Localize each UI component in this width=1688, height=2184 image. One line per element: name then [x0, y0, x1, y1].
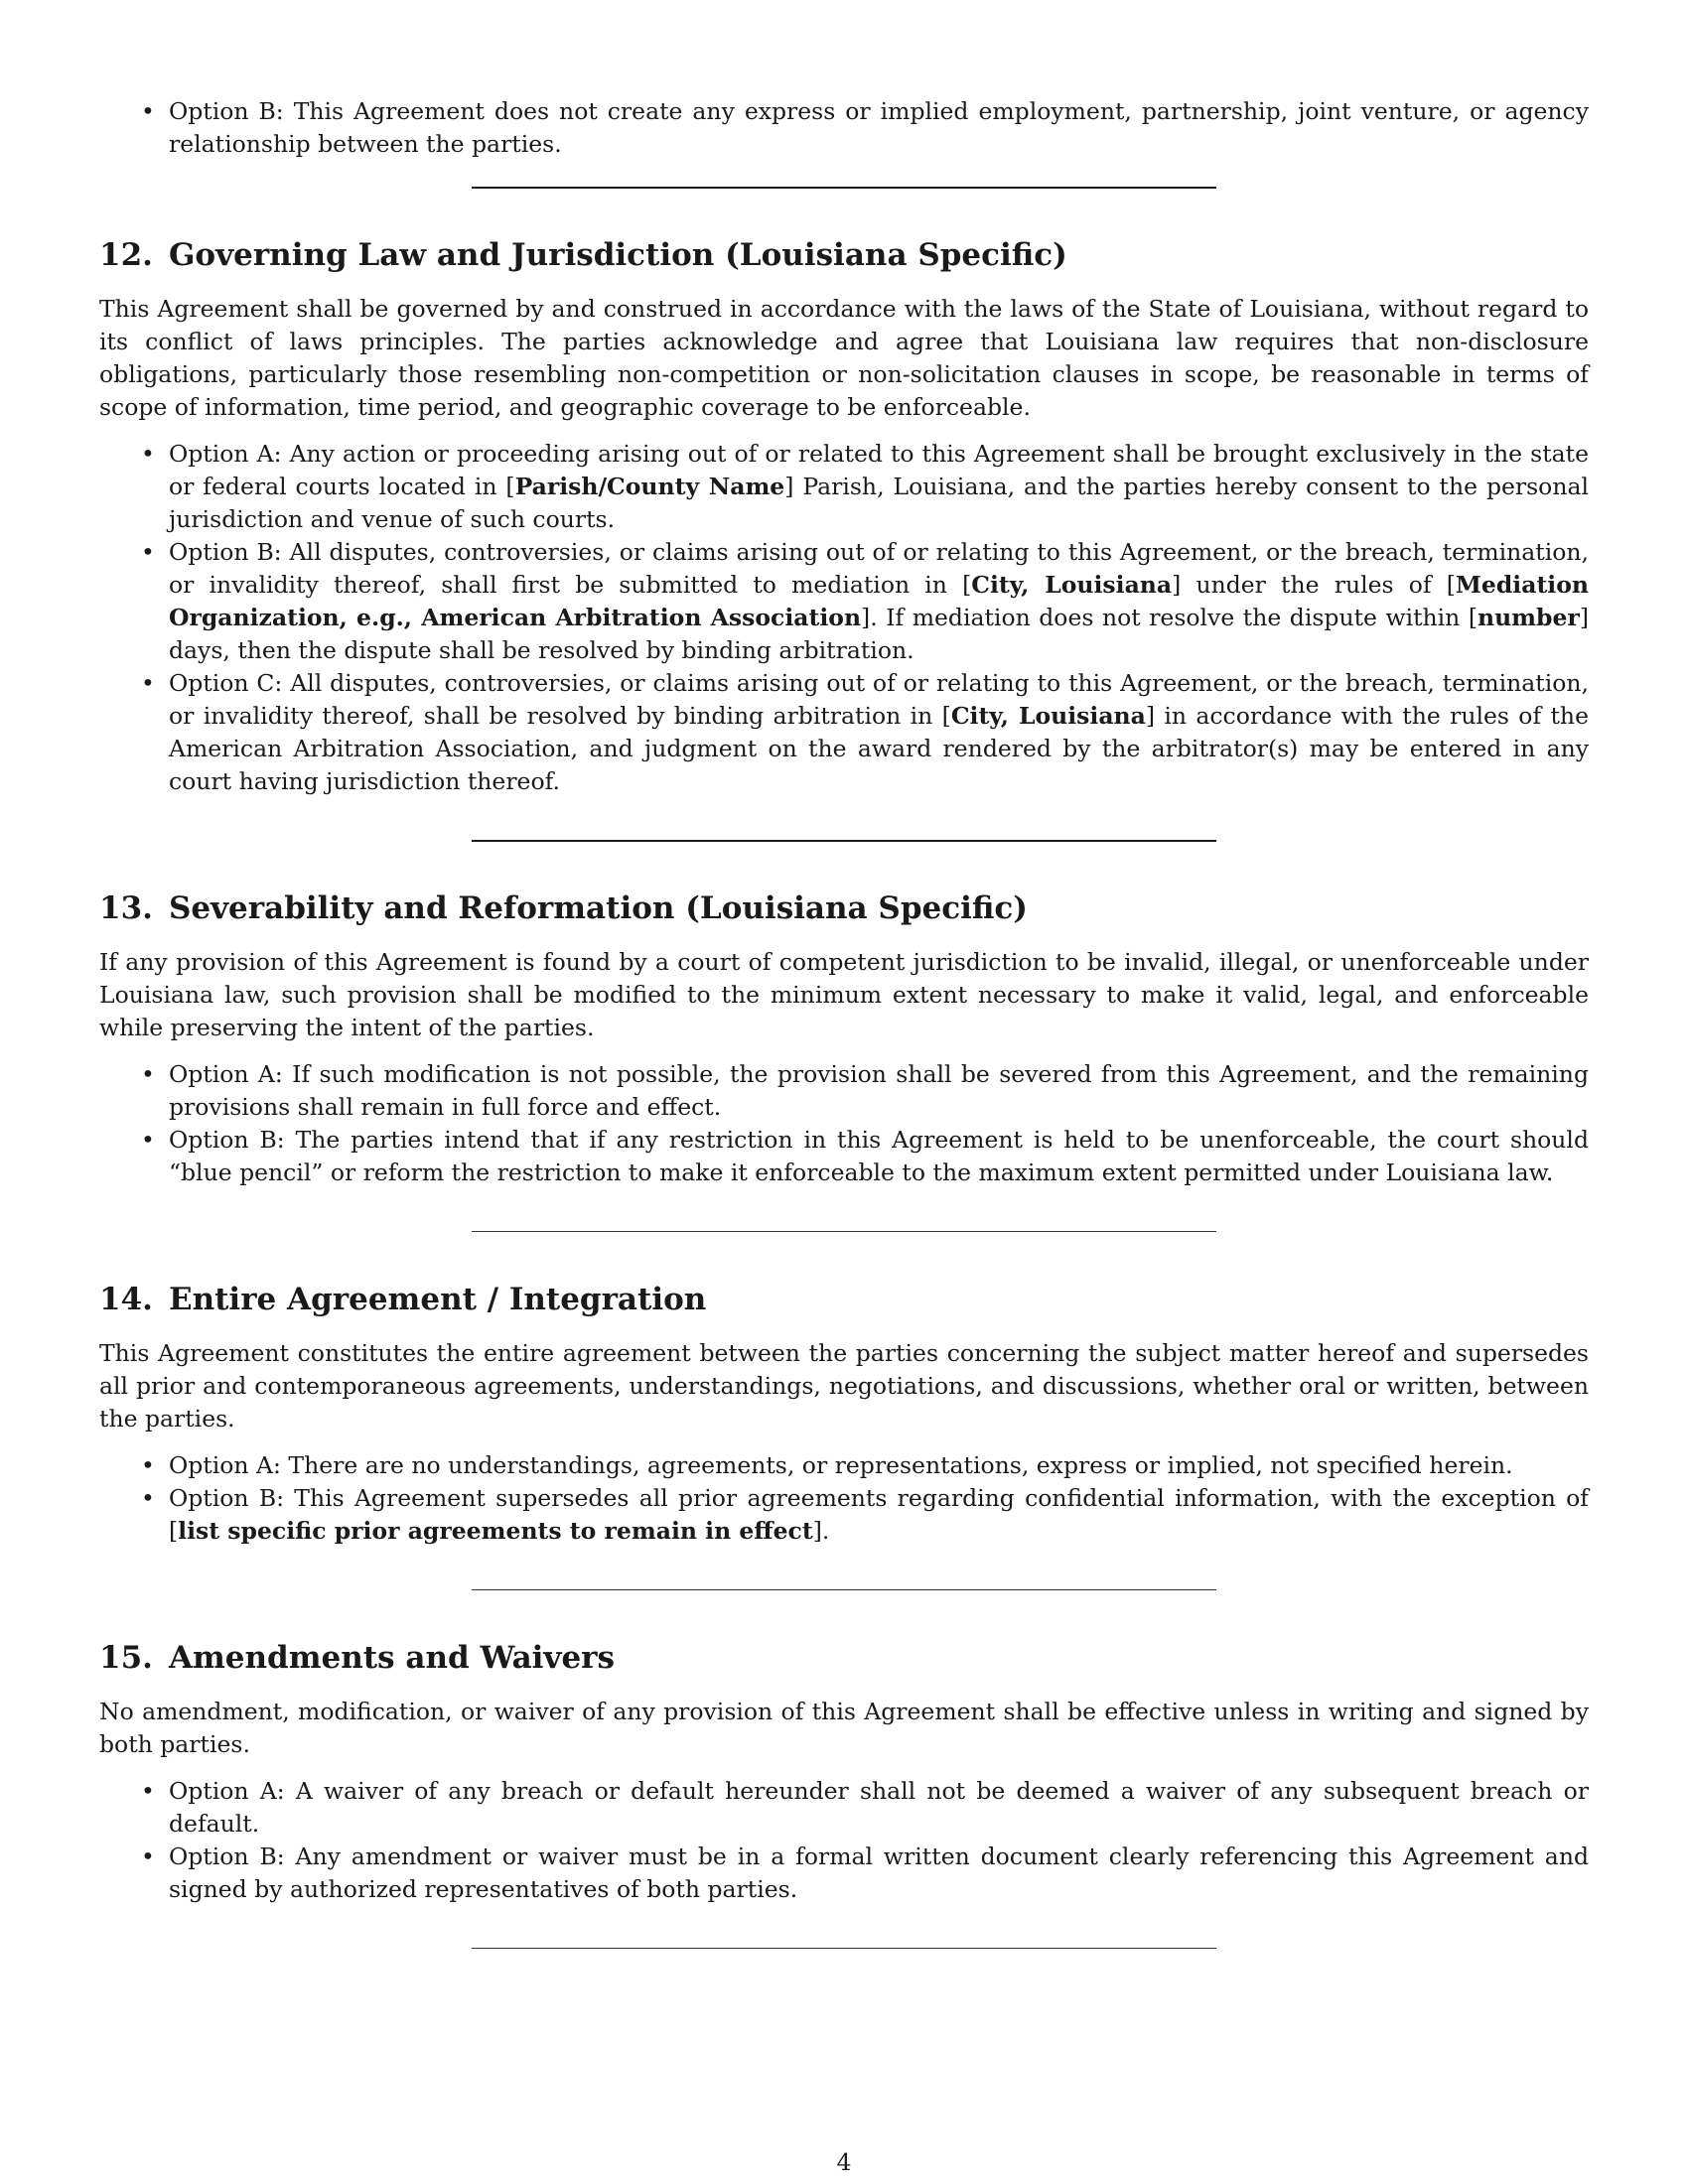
page-number: 4: [836, 2148, 852, 2176]
section-body: No amendment, modification, or waiver of any provision of this Agreement shall be effective unless in writing and signed by both parties.: [99, 1698, 1589, 1758]
section-heading: [99, 888, 1589, 928]
placeholder-text: number: [1477, 604, 1580, 631]
section-heading: [99, 1280, 1589, 1319]
section-body: This Agreement constitutes the entire agreement between the parties concerning the subject matter hereof and supersedes all prior and contemporaneous agreements, understandings, negotiations, and discussions, whether oral or written, between the parties.: [99, 1339, 1589, 1433]
section-14: [99, 1280, 1589, 1548]
option-text: ] in accordance with the rules of the American Arbitration Association, and judgment on the award rendered by the arbitrator(s) may be entered in any court having jurisdiction thereof.: [169, 702, 1589, 795]
section-divider: [99, 840, 1589, 841]
section-options: [99, 1449, 1589, 1548]
section-number: 12.: [99, 237, 153, 273]
option-text: Any action or proceeding arising out of or related to this Agreement shall be brought exclusively in the state or federal courts located in [: [169, 440, 1590, 500]
option-text: There are no understandings, agreements, or representations, express or implied, not specified herein.: [288, 1451, 1513, 1479]
option-text: If such modification is not possible, the provision shall be severed from this Agreement, and the remaining provisions shall remain in full force and effect.: [169, 1060, 1589, 1121]
option-item: [99, 1841, 1589, 1906]
option-item: [99, 1482, 1589, 1548]
section-title: Amendments and Waivers: [168, 1640, 615, 1676]
section-title: Governing Law and Jurisdiction (Louisiana Specific): [168, 237, 1067, 273]
bullet-icon: •: [141, 440, 155, 468]
option-item: [99, 1058, 1589, 1124]
option-text: ] Parish, Louisiana, and the parties hereby consent to the personal jurisdiction and venue of such courts.: [169, 473, 1589, 533]
bullet-icon: •: [141, 1126, 155, 1154]
option-text: All disputes, controversies, or claims arising out of or relating to this Agreement, or the breach, termination, or invalidity thereof, shall first be submitted to mediation in [: [169, 538, 1589, 599]
option-text: ]. If mediation does not resolve the dispute within [: [861, 604, 1478, 631]
option-text: This Agreement supersedes all prior agreements regarding confidential information, with the exception of [: [169, 1484, 1589, 1545]
bullet-icon: •: [141, 1777, 155, 1805]
option-item: [99, 1124, 1589, 1189]
option-text: ] days, then the dispute shall be resolved by binding arbitration.: [169, 604, 1589, 664]
bullet-icon: •: [141, 538, 155, 566]
section-13: [99, 888, 1589, 1189]
bullet-icon: •: [141, 1843, 155, 1870]
section-number: 14.: [99, 1282, 153, 1317]
prev-section-options: [99, 95, 1589, 161]
bullet-icon: •: [141, 1451, 155, 1479]
option-item: [99, 438, 1589, 536]
placeholder-text: City, Louisiana: [971, 571, 1173, 599]
placeholder-text: City, Louisiana: [950, 702, 1146, 730]
section-divider: [99, 1231, 1589, 1232]
bullet-icon: •: [141, 1484, 155, 1512]
option-text: The parties intend that if any restriction in this Agreement is held to be unenforceable, the court should “blue pencil” or reform the restriction to make it enforceable to the maximum extent permitted under Louisiana law.: [169, 1126, 1589, 1186]
option-label: Option B:: [169, 538, 290, 566]
option-item: [99, 1775, 1589, 1841]
section-options: [99, 1775, 1589, 1906]
option-label: Option A:: [169, 440, 290, 468]
option-item: [99, 667, 1589, 798]
document-page: [99, 95, 1589, 1949]
section-title: Entire Agreement / Integration: [168, 1282, 707, 1317]
option-label: Option A:: [169, 1777, 296, 1805]
option-label: Option B:: [169, 1484, 295, 1512]
option-text: This Agreement does not create any express or implied employment, partnership, joint venture, or agency relationship between the parties.: [169, 97, 1589, 158]
section-options: [99, 438, 1589, 798]
option-label: Option B:: [169, 1126, 296, 1154]
section-divider: [99, 187, 1589, 188]
option-text: Any amendment or waiver must be in a formal written document clearly referencing this Agreement and signed by authorized representatives of both parties.: [169, 1843, 1590, 1903]
section-divider: [99, 1948, 1589, 1949]
section-options: [99, 1058, 1589, 1189]
option-item: [99, 536, 1589, 667]
section-body: If any provision of this Agreement is found by a court of competent jurisdiction to be invalid, illegal, or unenforceable under Louisiana law, such provision shall be modified to the minimum extent necessary to make it valid, legal, and enforceable while preserving the intent of the parties.: [99, 948, 1589, 1041]
option-label: Option B:: [169, 1843, 296, 1870]
placeholder-text: Parish/County Name: [514, 473, 785, 500]
option-label: Option C:: [169, 669, 291, 697]
section-title: Severability and Reformation (Louisiana Specific): [168, 890, 1028, 926]
bullet-icon: •: [141, 1060, 155, 1088]
section-15: [99, 1638, 1589, 1906]
bullet-icon: •: [141, 669, 155, 697]
option-text: ] under the rules of [: [1172, 571, 1456, 599]
section-number: 13.: [99, 890, 153, 926]
section-heading: [99, 235, 1589, 275]
option-label: Option A:: [169, 1451, 289, 1479]
option-item: [99, 1449, 1589, 1482]
section-number: 15.: [99, 1640, 153, 1676]
placeholder-text: Mediation Organization, e.g., American Arbitration Association: [169, 571, 1589, 631]
bullet-icon: •: [141, 97, 155, 125]
option-label: Option A:: [169, 1060, 293, 1088]
option-label: Option B:: [169, 97, 294, 125]
section-divider: [99, 1589, 1589, 1590]
option-text: A waiver of any breach or default hereunder shall not be deemed a waiver of any subsequent breach or default.: [169, 1777, 1589, 1838]
section-12: [99, 235, 1589, 798]
option-text: ].: [812, 1517, 830, 1545]
placeholder-text: list specific prior agreements to remain in effect: [178, 1517, 813, 1545]
option-text: All disputes, controversies, or claims arising out of or relating to this Agreement, or the breach, termination, or invalidity thereof, shall be resolved by binding arbitration in [: [169, 669, 1589, 730]
section-body: This Agreement shall be governed by and construed in accordance with the laws of the State of Louisiana, without regard to its conflict of laws principles. The parties acknowledge and agree that Louisiana law requires that non-disclosure obligations, particularly those resembling non-competition or non-solicitation clauses in scope, be reasonable in terms of scope of information, time period, and geographic coverage to be enforceable.: [99, 295, 1589, 421]
option-item: [99, 95, 1589, 161]
section-heading: [99, 1638, 1589, 1678]
